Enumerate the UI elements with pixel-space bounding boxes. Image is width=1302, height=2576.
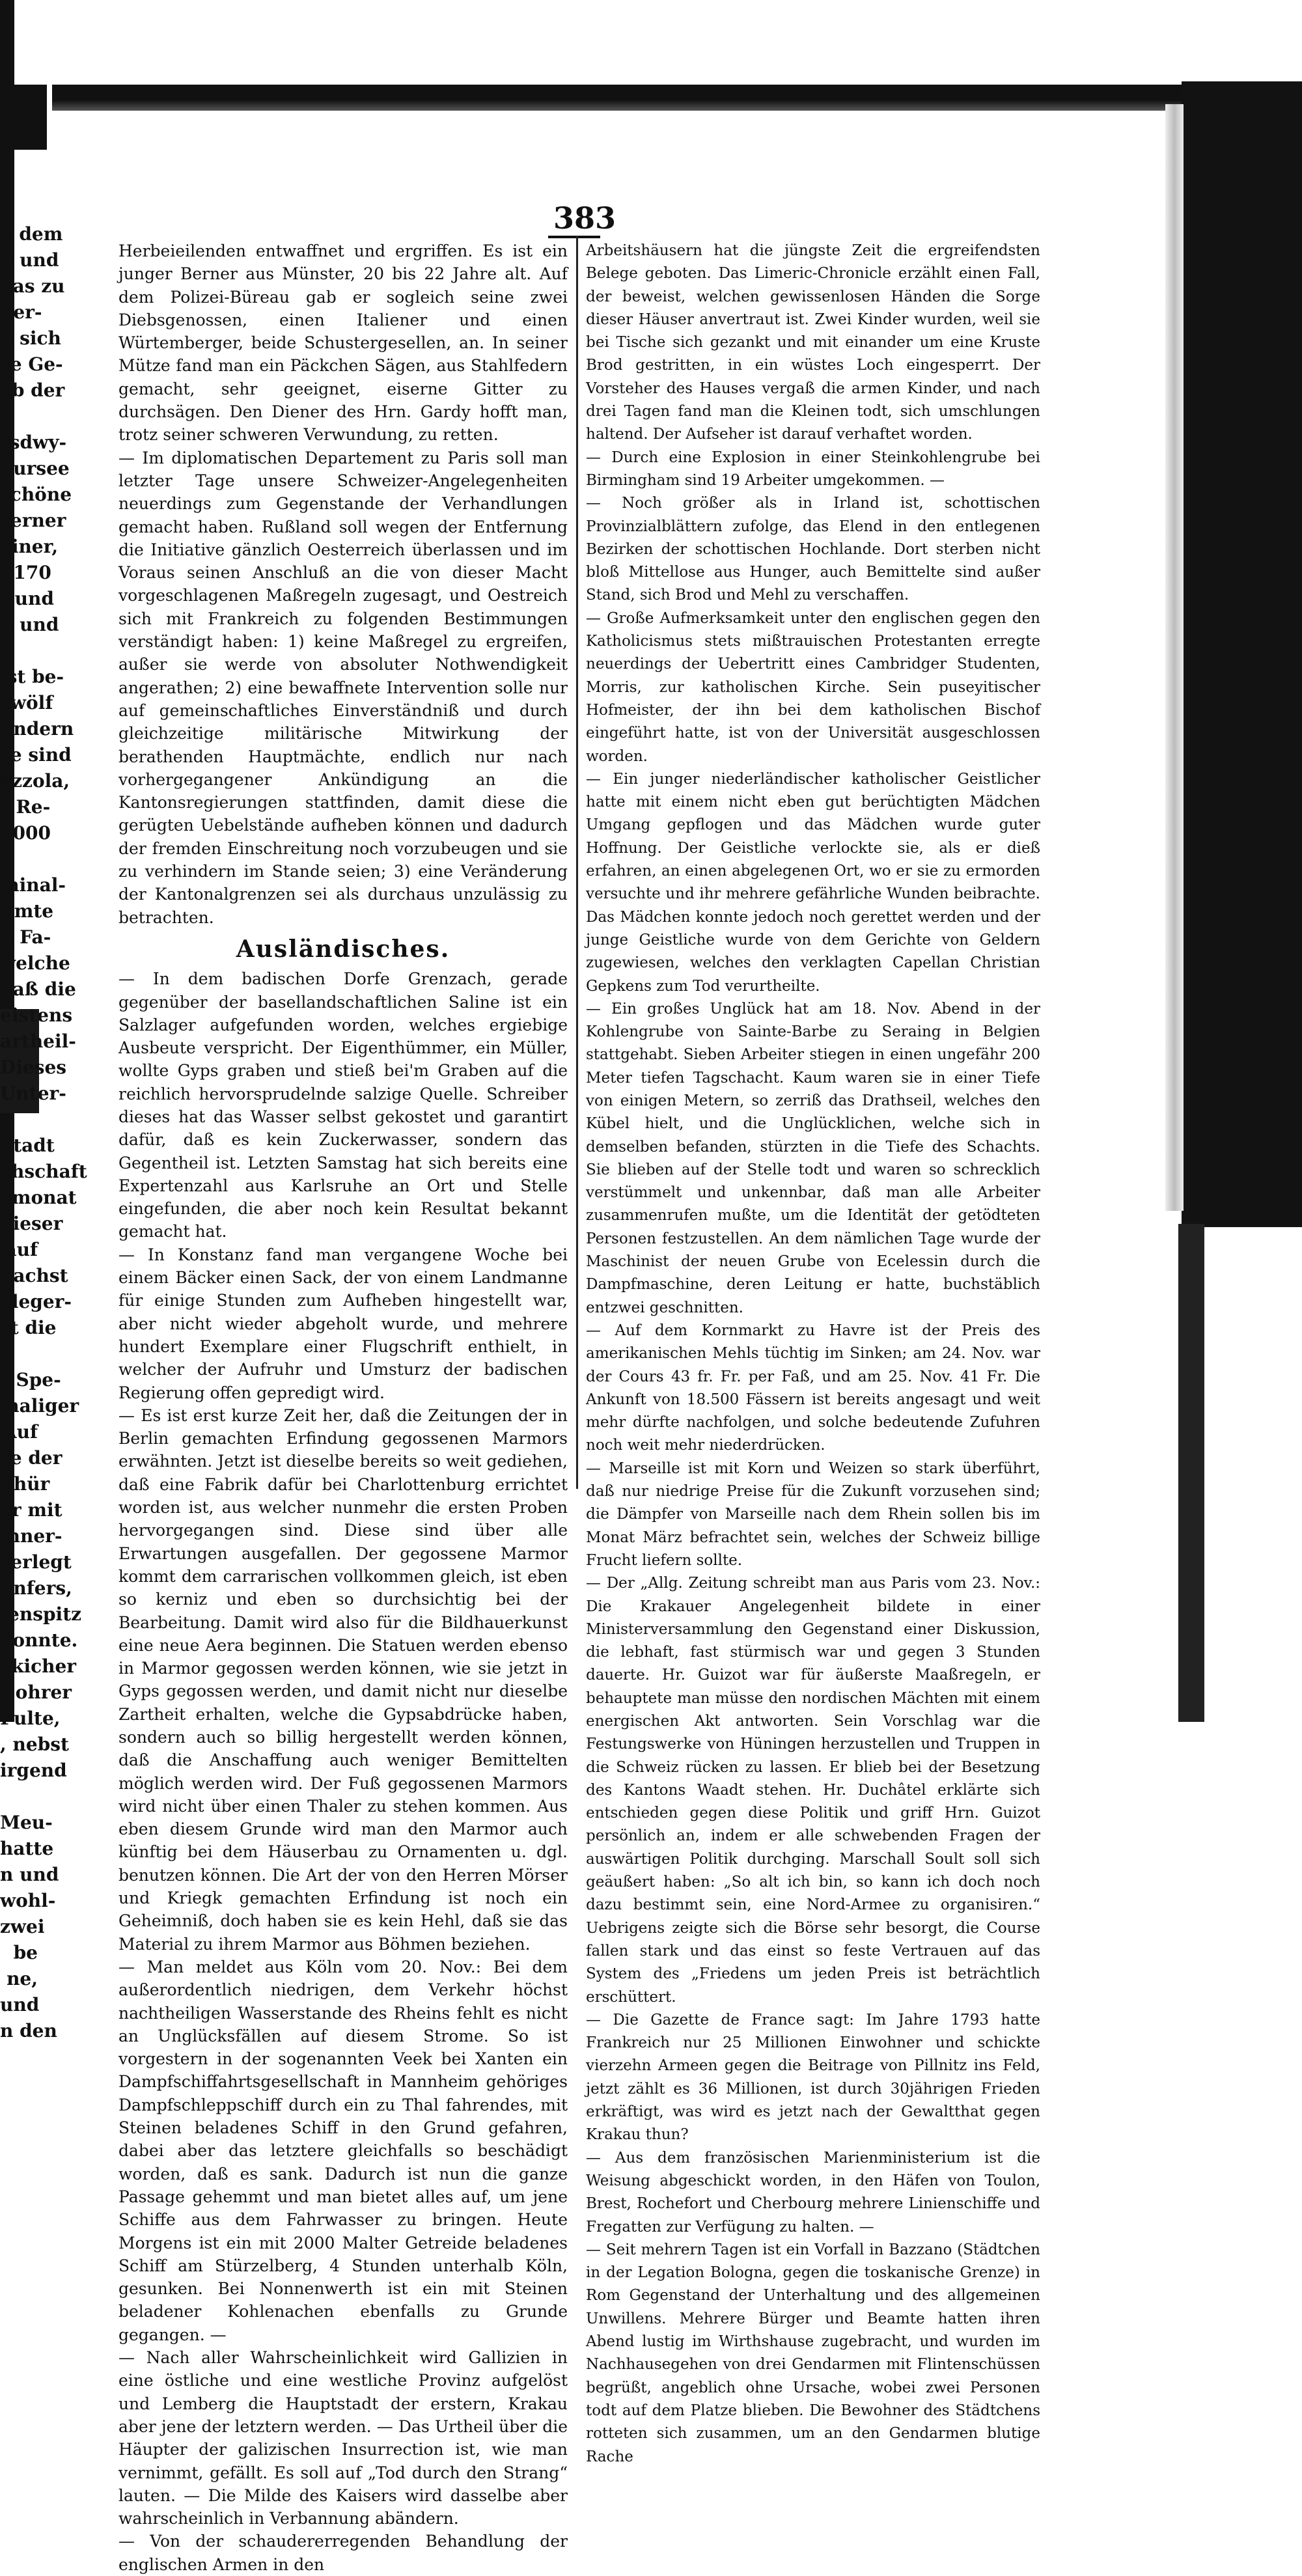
- scan-shadow-right: [1182, 81, 1302, 1227]
- fragment-line: inner-: [0, 1525, 62, 1547]
- fragment-line: [0, 846, 39, 872]
- fragment-line: Pulte,: [0, 1708, 61, 1729]
- fragment-line: ckicher: [0, 1655, 77, 1677]
- fragment-line: schöne: [0, 484, 72, 505]
- fragment-line: artheil-: [0, 1031, 76, 1052]
- article-paragraph: — Es ist erst kurze Zeit her, daß die Zeitungen der in Berlin gemachten Erfindung gegossenen Marmors erwähnten. Jetzt ist dieselbe bereits so weit gediehen, daß eine Fabrik dafür bei Charlottenburg errichtet worden ist, aus welcher nunmehr die ersten Proben hervorgegangen sind. Diese sind über alle Erwartungen ausgefallen. Der gegossene Marmor kommt dem carrarischen vollkommen gleich, ist eben so kerniz und eben so durchsichtig bei der Bearbeitung. Damit wird also für die Bildhauerkunst eine neue Aera beginnen. Die Statuen werden ebenso in Marmor gegossen werden können, wie sie jetzt in Gyps gegossen werden, und damit nicht nur dieselbe Zartheit erhalten, welche die Gypsabdrücke haben, sondern auch so billig hergestellt werden können, daß die Anschaffung auch weniger Bemittelten möglich werden wird. Der Fuß gegossenen Marmors wird nicht über einen Thaler zu stehen kommen. Aus eben diesem Grunde wird man den Marmor auch künftig bei dem Häuserbau zu Ornamenten u. dgl. benutzen können. Die Art der von den Herren Mörser und Kriegk gemachten Erfindung ist noch ein Geheimniß, doch haben sie es kein Hehl, daß sie das Material zu ihrem Marmor aus Böhmen beziehen.: [118, 1406, 568, 1954]
- fragment-line: n und: [0, 614, 59, 635]
- fragment-line: [0, 404, 39, 430]
- fragment-line: n Fa-: [0, 926, 51, 948]
- fragment-line: [0, 1107, 39, 1133]
- fragment-line: se Ge-: [0, 353, 63, 375]
- fragment-line: n und: [0, 249, 59, 271]
- fragment-line: st die: [0, 1317, 57, 1338]
- page-number-rule: [548, 236, 600, 238]
- fragment-line: azzola,: [0, 770, 70, 792]
- scan-shadow-left-top: [0, 85, 47, 150]
- fragment-line: Dieses: [0, 1057, 67, 1078]
- fragment-line: konnte.: [0, 1629, 78, 1651]
- fragment-line: her-: [0, 301, 42, 323]
- article-paragraph: — In dem badischen Dorfe Grenzach, gerade gegenüber der basellandschaftlichen Saline ist ein Salzlager aufgefunden worden, welches ergiebige Ausbeute verspricht. Der Eigenthümmer, ein Müller, wollte Gyps graben und stieß bei'm Graben auf die reichlich hervorsprudelnde salzige Quelle. Schreiber dieses hat das Wasser selbst gekostet und garantirt dafür, daß es kein Zuckerwasser, sondern das Gegentheil ist. Letzten Samstag hat sich bereits eine Expertenzahl aus Karlsruhe an Ort und Stelle eingefunden, die aber noch kein Resultat bekannt gemacht hat.: [118, 969, 568, 1241]
- fragment-line: Amte: [0, 900, 54, 922]
- fragment-line: zwölf: [0, 692, 53, 713]
- article-paragraph: — Nach aller Wahrscheinlichkeit wird Gallizien in eine östliche und eine westliche Provinz aufgelöst und Lemberg die Hauptstadt der erstern, Krakau aber jene der letztern werden. — Das Urtheil über die Häupter der galizischen Insurrection ist, wie man vernimmt, gefällt. Es soll auf „Tod durch den Strang“ lauten. — Die Milde des Kaisers wird dasselbe aber wahrscheinlich in Verbannung abändern.: [118, 2348, 568, 2528]
- fragment-line: eb der: [0, 380, 65, 401]
- article-paragraph: — Auf dem Kornmarkt zu Havre ist der Preis des amerikanischen Mehls tüchtig im Sinken; am 24. Nov. war der Cours 43 fr. Fr. per Faß, und am 25. Nov. 41 Fr. Die Ankunft von 18.500 Fässern ist bereits angesagt und weit mehr dürfte nachfolgen, und solche bedeutende Zufuhren noch weit mehr niederdrücken.: [586, 1322, 1040, 1454]
- fragment-line: nachst: [0, 1265, 68, 1286]
- fragment-line: g dem: [0, 223, 63, 245]
- fragment-line: 5000: [0, 822, 51, 844]
- fragment-line: se sind: [0, 744, 72, 766]
- column-divider: [576, 236, 578, 1489]
- fragment-line: maliger: [0, 1395, 79, 1417]
- fragment-line: ne,: [7, 1968, 38, 1989]
- fragment-line: wohl-: [0, 1890, 56, 1911]
- fragment-line: er mit: [0, 1499, 62, 1521]
- fragment-line: dieser: [0, 1213, 63, 1234]
- fragment-line: n sich: [0, 327, 61, 349]
- fragment-line: minal-: [0, 874, 66, 896]
- fragment-line: [0, 1341, 39, 1367]
- fragment-line: auf: [5, 1239, 38, 1260]
- article-paragraph: — Von der schaudererregenden Behandlung der englischen Armen in den: [118, 2532, 568, 2574]
- fragment-line: rsdwy-: [0, 432, 67, 453]
- left-text-column: [118, 240, 568, 2576]
- fragment-line: Meu-: [0, 1812, 53, 1833]
- fragment-line: chschaft: [0, 1161, 87, 1182]
- fragment-line: eistens: [0, 1004, 73, 1026]
- article-paragraph: — Noch größer als in Irland ist, schottischen Provinzialblättern zufolge, das Elend in den entlegenen Bezirken der schottischen Hochlande. Dort sterben nicht bloß Mittellose aus Hunger, auch Bemittelte sind außer Stand, sich Brod und Mehl zu verschaffen.: [586, 495, 1040, 604]
- fragment-line: und: [0, 1994, 40, 2015]
- article-paragraph: — Der „Allg. Zeitung schreibt man aus Paris vom 23. Nov.: Die Krakauer Angelegenheit bildete in einer Ministerversammlung den Gegenstand einer Diskussion, die lebhaft, fast stürmisch war und gegen 3 Stunden dauerte. Hr. Guizot war für äußerste Maaßregeln, er behauptete man müsse den nordischen Mächten mit einem energischen Akt antworten. Sein Vorschlag war die Festungswerke von Hüningen herzustellen und Truppen in die Schweiz rücken zu lassen. Er blieb bei der Besetzung des Kantons Waadt stehen. Hr. Duchâtel erklärte sich entschieden gegen diese Politik und griff Hrn. Guizot persönlich an, indem er alle schwebenden Fragen der auswärtigen Politik durchging. Marschall Soult soll sich geäußert haben: „So alt ich bin, so kann ich doch noch dazu bestimmt sein, eine Nord-Armee zu organisiren.“ Uebrigens zeigte sich die Börse sehr besorgt, die Course fallen stark und das einst so feste Vertrauen auf das System des „Friedens um jeden Preis ist beträchtlich erschüttert.: [586, 1575, 1040, 2006]
- fragment-line: Unter-: [0, 1083, 66, 1104]
- section-heading: Ausländisches.: [236, 935, 450, 963]
- fragment-line: , nebst: [0, 1734, 69, 1755]
- fragment-line: zerner: [0, 510, 66, 531]
- article-paragraph: — Die Gazette de France sagt: Im Jahre 1793 hatte Frankreich nur 25 Millionen Einwohner und schickte vierzehn Armeen gegen die Beitrage von Pillnitz ins Feld, jetzt zählt es 36 Millionen, ist durch 30jährigen Frieden erkräftigt, was wird es jetzt nach der Gewaltthat gegen Krakau thun?: [586, 2011, 1040, 2144]
- fragment-line: [0, 638, 39, 664]
- fragment-line: das zu: [0, 275, 65, 297]
- article-paragraph: Herbeieilenden entwaffnet und ergriffen. Es ist ein junger Berner aus Münster, 20 bis 22 Jahre alt. Auf dem Polizei-Büreau gab er sogleich seine zwei Diebsgenossen, einen Italiener und einen Würtemberger, beide Schustergesellen, an. In seiner Mütze fand man ein Päckchen Sägen, aus Stahlfedern gemacht, sehr geeignet, eiserne Gitter zu durchsägen. Den Diener des Hrn. Gardy hofft man, trotz seiner schweren Verwundung, zu retten.: [118, 242, 568, 445]
- fragment-line: Sursee: [0, 458, 70, 479]
- fragment-line: r Spe-: [0, 1369, 61, 1391]
- fragment-line: ist be-: [0, 666, 64, 687]
- fragment-line: zwei: [0, 1916, 45, 1937]
- article-paragraph: — Große Aufmerksamkeit unter den englischen gegen den Katholicismus stets mißtrauischen Protestanten erregte neuerdings der Uebertritt eines Cambridger Studenten, Morris, zur katholischen Kirche. Sein puseyitischer Hofmeister, der ihn bei dem katholischen Bischof eingeführt hatte, ist von der Universität ausgeschlossen worden.: [586, 609, 1040, 765]
- fragment-line: unfers,: [0, 1577, 72, 1599]
- fragment-line: Stadt: [0, 1135, 55, 1156]
- scan-shadow-top: [52, 85, 1185, 111]
- fragment-line: welche: [0, 952, 70, 974]
- fragment-line: Bohrer: [0, 1682, 72, 1703]
- article-paragraph: — Ein großes Unglück hat am 18. Nov. Abend in der Kohlengrube von Sainte-Barbe zu Seraing in Belgien stattgehabt. Sieben Arbeiter stiegen in einen ungefähr 200 Meter tiefen Tagschacht. Kaum waren sie in einer Tiefe von einigen Metern, so zerriß das Drathseil, welches den Kübel hielt, und die Unglücklichen, welche sich in demselben befanden, stürzten in die Tiefe des Schachts. Sie blieben auf der Stelle todt und waren so schrecklich verstümmelt und unkennbar, daß man alle Arbeiter zusammenrufen mußte, um die Identität der getödteten Personen festzustellen. An dem nämlichen Tage wurde der Maschinist der neuen Grube von Ecelessin durch die Dampfmaschine, deren Leitung er hatte, buchstäblich entzwei geschnitten.: [586, 1000, 1040, 1316]
- fragment-line: daß die: [0, 978, 76, 1000]
- fragment-line: se der: [0, 1447, 62, 1469]
- fragment-line: irgend: [0, 1760, 67, 1781]
- fragment-line: r Re-: [0, 796, 51, 818]
- fragment-line: hatte: [0, 1838, 54, 1859]
- fragment-line: fenspitz: [0, 1603, 82, 1625]
- fragment-line: ündern: [0, 718, 74, 740]
- fragment-line: Auf: [2, 1421, 38, 1443]
- article-paragraph: — Seit mehrern Tagen ist ein Vorfall in Bazzano (Städtchen in der Legation Bologna, gegen die toskanische Grenze) in Rom Gegenstand der Unterhaltung und des allgemeinen Unwillens. Mehrere Bürger und Beamte hatten ihren Abend lustig im Wirthshause zugebracht, und wurden im Nachhausegehen von drei Gendarmen mit Flintenschüssen begrüßt, angeblich ohne Ursache, wobei zwei Personen todt auf dem Platze blieben. Die Bewohner des Städtchens rotteten sich zusammen, um an den Gendarmen blutige Rache: [586, 2241, 1040, 2465]
- fragment-line: n den: [0, 2020, 57, 2042]
- article-paragraph: — Durch eine Explosion in einer Steinkohlengrube bei Birmingham sind 19 Arbeiter umgekommen. —: [586, 449, 1040, 489]
- right-text-column: [586, 240, 1040, 2469]
- article-paragraph: — Ein junger niederländischer katholischer Geistlicher hatte mit einem nicht eben gut berüchtigten Mädchen Umgang gepflogen und das Mädchen wurde guter Hoffnung. Der Geistliche verlockte sie, als er dieß erfahren, an einen abgelegenen Ort, wo er sie zu ermorden versuchte und ihr mehrere gefährliche Wunden beibrachte. Das Mädchen konnte jedoch noch gerettet werden und der junge Geistliche wurde von dem Gerichte von Geldern zugewiesen, welches den verklagten Capellan Christian Gepkens zum Tod verurtheilte.: [586, 770, 1040, 995]
- fragment-line: i 170: [0, 562, 51, 583]
- article-paragraph: — Im diplomatischen Departement zu Paris soll man letzter Tage unsere Schweizer-Angelegenheiten neuerdings zum Gegenstande der Verhandlungen gemacht haben. Rußland soll wegen der Entfernung die Initiative gänzlich Oesterreich überlassen und im Voraus seinen Anschluß an die von dieser Macht vorgeschlagenen Maßregeln zugesagt, und Oestreich sich mit Frankreich zu folgenden Bestimmungen verständigt haben: 1) keine Maßregel zu ergreifen, außer sie werde von absoluter Nothwendigkeit angerathen; 2) eine bewaffnete Intervention solle nur auf gemeinschaftliches Einverständniß und durch gleichzeitige militärische Mitwirkung der berathenden Hauptmächte, endlich nur nach vorhergegangener Ankündigung an die Kantonsregierungen stattfinden, damit diese die gerügten Uebelstände aufheben können und dadurch der fremden Einschreitung noch vorzubeugen und sie zu verhindern im Stande seien; 3) eine Veränderung der Kantonalgrenzen sei als durchaus unzulässig zu betrachten.: [118, 448, 568, 927]
- article-paragraph: — Marseille ist mit Korn und Weizen so stark überführt, daß nur niedrige Preise für die Zukunft vorzusehen sind; die Dämpfer von Marseille nach dem Rhein sollen bis im Monat März befrachtet sein, welches der Schweiz billige Frucht liefern sollte.: [586, 1460, 1040, 1569]
- fragment-line: n und: [0, 1864, 59, 1885]
- article-paragraph: — In Konstanz fand man vergangene Woche bei einem Bäcker einen Sack, der von einem Landmanne für einige Stunden zum Aufheben hingestellt war, aber nicht wieder abgeholt wurde, und mehrere hundert Exemplare einer Flugschrift enthielt, in welcher der Aufruhr und Umsturz der badischen Regierung offen gepredigt wird.: [118, 1245, 568, 1402]
- page-number: 383: [553, 201, 616, 236]
- fragment-line: emonat: [0, 1187, 77, 1208]
- fragment-line: t und: [0, 588, 54, 609]
- fragment-line: eleger-: [0, 1291, 72, 1312]
- article-paragraph: — Man meldet aus Köln vom 20. Nov.: Bei dem außerordentlich niedrigen, dem Verkehr höchst nachtheiligen Wasserstande des Rheins fehlt es nicht an Unglücksfällen auf diesem Strome. So ist vorgestern in der sogenannten Veek bei Xanten ein Dampfschiffahrtsgesellschaft in Mannheim gehöriges Dampfschleppschiff durch ein zu Thal fahrendes, mit Steinen beladenes Schiff in den Grund gefahren, dabei aber das letztere gleichfalls so beschädigt worden, daß es sank. Dadurch ist nun die ganze Passage gehemmt und man bietet alles auf, um jene Schiffe aus dem Fahrwasser zu bringen. Heute Morgens ist ein mit 2000 Malter Getreide beladenes Schiff am Stürzelberg, 4 Stunden unterhalb Köln, gesunken. Bei Nonnenwerth ist ein mit Steinen beladener Kohlenachen ebenfalls zu Grunde gegangen. —: [118, 1957, 568, 2344]
- fragment-line: Thür: [0, 1473, 50, 1495]
- page-edge: [1165, 104, 1184, 1211]
- article-paragraph: Arbeitshäusern hat die jüngste Zeit die ergreifendsten Belege geboten. Das Limeric-Chronicle erzählt einen Fall, der beweist, welchen gewissenlosen Händen die Sorge dieser Häuser anvertraut ist. Zwei Kinder wurden, weil sie bei Tische sich gezankt und mit einander um eine Kruste Brod gestritten, in ein wüstes Loch eingesperrt. Der Vorsteher des Hauses vergaß die armen Kinder, und nach drei Tagen fand man die Kleinen todt, sich umschlungen haltend. Der Aufseher ist darauf verhaftet worden.: [586, 242, 1040, 443]
- fragment-line: be: [13, 1942, 38, 1963]
- fragment-line: einer,: [0, 536, 59, 557]
- fragment-line: [0, 1784, 39, 1810]
- previous-page-fragments: [0, 221, 87, 2042]
- scan-shadow-bottom-right: [1178, 1224, 1204, 1722]
- fragment-line: verlegt: [0, 1551, 72, 1573]
- article-paragraph: — Aus dem französischen Marienministerium ist die Weisung abgeschickt worden, in den Häfen von Toulon, Brest, Rochefort und Cherbourg mehrere Linienschiffe und Fregatten zur Verfügung zu halten. —: [586, 2149, 1040, 2236]
